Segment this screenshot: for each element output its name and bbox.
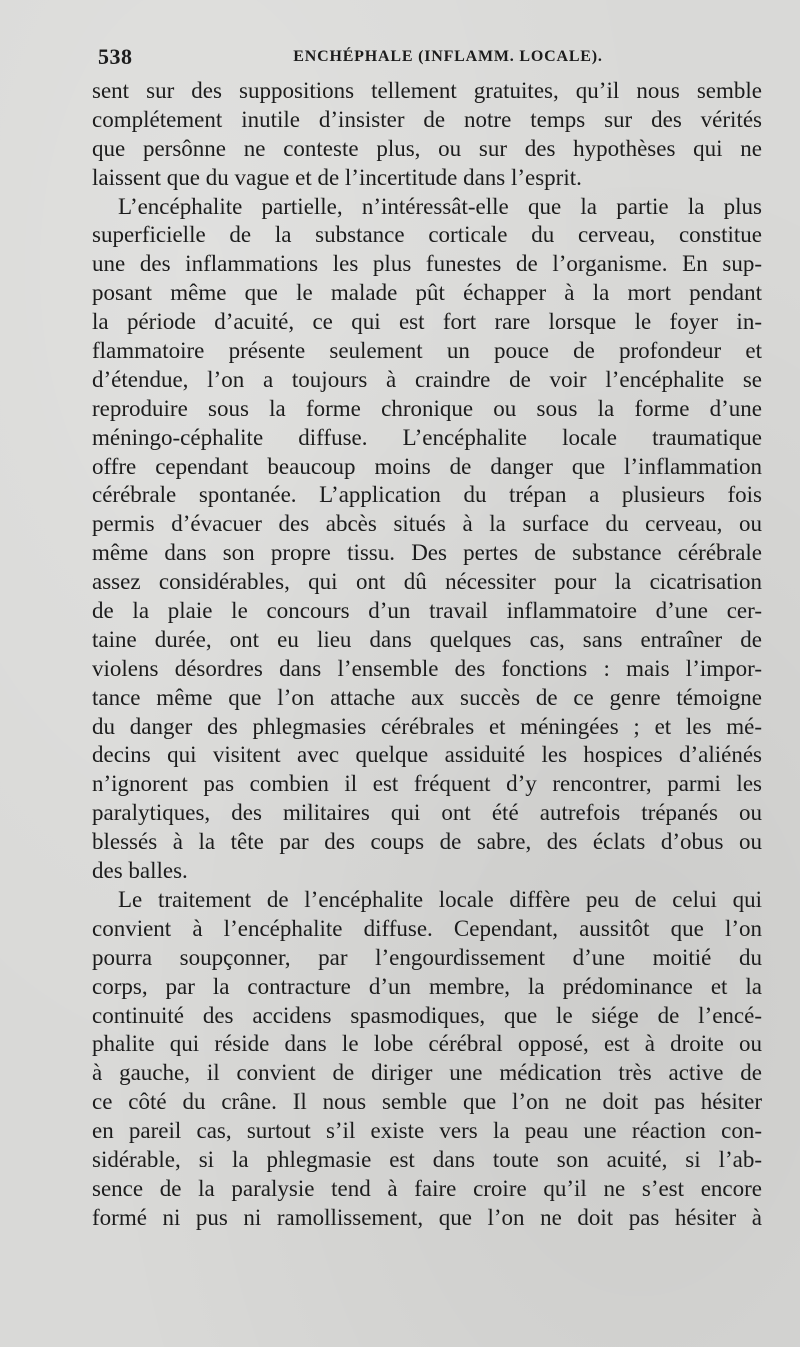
- body-text: [92, 77, 762, 1233]
- text-line: complétement inutile d’insister de notre temps sur des vérités: [92, 106, 762, 132]
- text-line: posant même que le malade pût échapper à la mort pendant: [92, 280, 762, 306]
- text-line: continuité des accidens spasmodiques, que le siége de l’encé-: [92, 1002, 762, 1028]
- text-line: méningo-céphalite diffuse. L’encéphalite locale traumatique: [92, 424, 762, 450]
- text-line: pourra soupçonner, par l’engourdissement d’une moitié du: [92, 944, 762, 970]
- text-line: même dans son propre tissu. Des pertes de substance cérébrale: [92, 540, 762, 566]
- text-line: du danger des phlegmasies cérébrales et méningées ; et les mé-: [92, 713, 762, 739]
- text-line: laissent que du vague et de l’incertitude dans l’esprit.: [92, 164, 582, 190]
- text-line: sent sur des suppositions tellement gratuites, qu’il nous semble: [92, 78, 762, 103]
- text-line: à gauche, il convient de diriger une médication très active de: [92, 1060, 762, 1086]
- text-line: d’étendue, l’on a toujours à craindre de voir l’encéphalite se: [92, 366, 762, 392]
- text-line: taine durée, ont eu lieu dans quelques cas, sans entraîner de: [92, 626, 762, 652]
- text-line: permis d’évacuer des abcès situés à la surface du cerveau, ou: [92, 511, 762, 537]
- running-head: ENCHÉPHALE (INFLAMM. LOCALE).: [293, 48, 603, 65]
- text-line: phalite qui réside dans le lobe cérébral opposé, est à droite ou: [92, 1031, 762, 1057]
- text-line: cérébrale spontanée. L’application du trépan a plusieurs fois: [92, 482, 762, 508]
- text-line: n’ignorent pas combien il est fréquent d’y rencontrer, parmi les: [92, 771, 762, 797]
- text-line: assez considérables, qui ont dû nécessiter pour la cicatrisation: [92, 569, 762, 595]
- text-line: sidérable, si la phlegmasie est dans toute son acuité, si l’ab-: [92, 1146, 762, 1172]
- text-line: tance même que l’on attache aux succès de ce genre témoigne: [92, 684, 762, 710]
- text-line: corps, par la contracture d’un membre, la prédominance et la: [92, 973, 762, 999]
- text-line: de la plaie le concours d’un travail inflammatoire d’une cer-: [92, 598, 762, 624]
- text-line: que persônne ne conteste plus, ou sur des hypothèses qui ne: [92, 135, 762, 161]
- text-line: la période d’acuité, ce qui est fort rare lorsque le foyer in-: [92, 309, 762, 335]
- text-line: sence de la paralysie tend à faire croire qu’il ne s’est encore: [92, 1175, 762, 1201]
- text-line: reproduire sous la forme chronique ou sous la forme d’une: [92, 395, 762, 421]
- text-line: une des inflammations les plus funestes de l’organisme. En sup-: [92, 251, 762, 277]
- text-line: des balles.: [92, 858, 188, 884]
- text-line: paralytiques, des militaires qui ont été autrefois trépanés ou: [92, 800, 762, 826]
- text-line: L’encéphalite partielle, n’intéressât-elle que la partie la plus: [118, 193, 762, 219]
- text-line: violens désordres dans l’ensemble des fonctions : mais l’impor-: [92, 655, 762, 681]
- text-line: decins qui visitent avec quelque assiduité les hospices d’aliénés: [92, 742, 762, 768]
- text-line: en pareil cas, surtout s’il existe vers la peau une réaction con-: [92, 1118, 762, 1144]
- text-line: blessés à la tête par des coups de sabre, des éclats d’obus ou: [92, 829, 762, 855]
- text-line: offre cependant beaucoup moins de danger que l’inflammation: [92, 453, 762, 479]
- text-line: superficielle de la substance corticale du cerveau, constitue: [92, 222, 762, 248]
- text-line: formé ni pus ni ramollissement, que l’on ne doit pas hésiter à: [92, 1204, 762, 1230]
- text-line: ce côté du crâne. Il nous semble que l’on ne doit pas hésiter: [92, 1089, 762, 1115]
- text-line: convient à l’encéphalite diffuse. Cependant, aussitôt que l’on: [92, 915, 762, 941]
- text-line: Le traitement de l’encéphalite locale diffère peu de celui qui: [118, 886, 762, 912]
- page-number: 538: [98, 44, 133, 69]
- page-header: [96, 44, 760, 74]
- text-line: flammatoire présente seulement un pouce de profondeur et: [92, 338, 762, 364]
